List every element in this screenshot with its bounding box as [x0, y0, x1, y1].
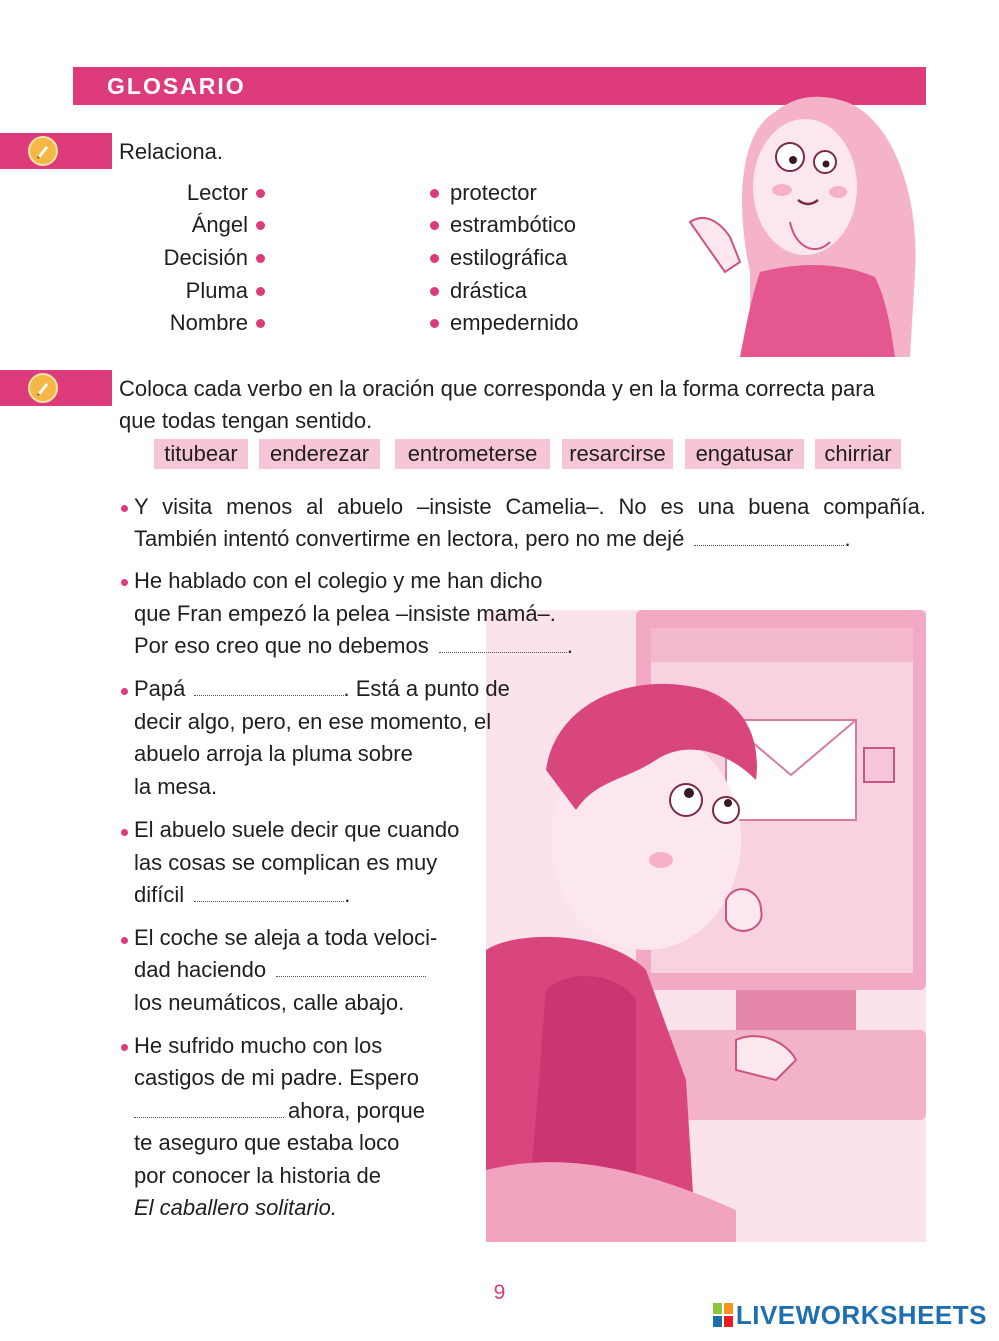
match-left-item: Nombre	[169, 310, 248, 335]
boy-computer-illustration	[486, 610, 926, 1242]
answer-blank[interactable]	[439, 632, 567, 653]
sentence-3-text: Papá	[134, 676, 186, 701]
match-left-item: Lector	[186, 180, 248, 205]
page-number: 9	[493, 1281, 506, 1304]
sentence-6-line-4: te aseguro que estaba loco	[134, 1130, 400, 1155]
bullet	[121, 937, 128, 944]
verb-chip: chirriar	[815, 439, 901, 469]
sentence-4-end: .	[344, 882, 351, 907]
sentence-5-line-3: los neumáticos, calle abajo.	[134, 990, 405, 1015]
pencil-icon	[28, 136, 58, 166]
match-dot-left[interactable]	[256, 287, 265, 296]
bullet	[121, 1044, 128, 1051]
liveworksheets-logo[interactable]	[713, 1300, 987, 1331]
sentence-3-line-2: decir algo, pero, en ese momento, el	[134, 709, 492, 734]
verb-chip: resarcirse	[562, 439, 673, 469]
match-right-item: protector	[450, 180, 537, 205]
exercise-2-instruction: Coloca cada verbo en la oración que corresponda y en la forma correcta para	[119, 376, 875, 401]
sentence-6-line-5: por conocer la historia de	[134, 1163, 382, 1188]
sentence-4-line-3	[134, 879, 350, 912]
match-right-item: drástica	[450, 278, 528, 303]
sentence-3-line-4: la mesa.	[134, 774, 218, 799]
sentence-6-text: ahora, porque	[288, 1098, 425, 1123]
sentence-3-line-3: abuelo arroja la pluma sobre	[134, 741, 413, 766]
sentence-1-text: También intentó convertirme en lectora, pero no me dejé	[134, 526, 685, 551]
exercise-2-instruction: que todas tengan sentido.	[119, 408, 373, 433]
match-dot-left[interactable]	[256, 319, 265, 328]
match-dot-right[interactable]	[430, 221, 439, 230]
match-dot-right[interactable]	[430, 319, 439, 328]
logo-text: LIVEWORKSHEETS	[735, 1300, 987, 1330]
match-dot-right[interactable]	[430, 254, 439, 263]
match-left-item: Decisión	[163, 245, 248, 270]
sentence-2-end: .	[566, 633, 573, 658]
match-right-item: empedernido	[450, 310, 579, 335]
sentence-2-line-2: que Fran empezó la pelea –insiste mamá–.	[134, 601, 556, 626]
sentence-5-line-1: El coche se aleja a toda veloci-	[134, 925, 438, 950]
sentence-6-line-3	[134, 1095, 425, 1128]
match-dot-left[interactable]	[256, 254, 265, 263]
exercise-2-number: 2.	[88, 375, 107, 400]
bullet	[121, 688, 128, 695]
sentence-5-text: dad haciendo	[134, 957, 267, 982]
answer-blank[interactable]	[194, 675, 344, 696]
verb-chip: titubear	[154, 439, 248, 469]
match-dot-right[interactable]	[430, 189, 439, 198]
match-right-item: estrambótico	[450, 212, 576, 237]
verb-chip: engatusar	[685, 439, 804, 469]
answer-blank[interactable]	[134, 1097, 284, 1118]
sentence-2-line-3	[134, 630, 573, 663]
match-dot-left[interactable]	[256, 221, 265, 230]
match-right-item: estilográfica	[450, 245, 568, 270]
answer-blank[interactable]	[694, 525, 844, 546]
section-title: GLOSARIO	[107, 73, 246, 99]
sentence-1-end: .	[844, 526, 851, 551]
sentence-3-text: . Está a punto de	[343, 676, 510, 701]
answer-blank[interactable]	[276, 956, 426, 977]
sentence-5-line-2	[134, 954, 426, 987]
sentence-4-line-1: El abuelo suele decir que cuando	[134, 817, 460, 842]
girl-illustration	[680, 72, 920, 357]
match-dot-left[interactable]	[256, 189, 265, 198]
pencil-icon	[28, 373, 58, 403]
verb-chip: enderezar	[259, 439, 380, 469]
bullet	[121, 505, 128, 512]
sentence-3-line-1	[134, 673, 510, 706]
sentence-4-text: difícil	[134, 882, 185, 907]
sentence-6-line-1: He sufrido mucho con los	[134, 1033, 383, 1058]
liveworksheets-logo-icon	[713, 1303, 733, 1327]
match-left-item: Ángel	[191, 212, 248, 237]
verb-chip: entrometerse	[395, 439, 550, 469]
sentence-1-line-1: Y visita menos al abuelo –insiste Camelia–. No es una buena compañía.	[134, 494, 926, 519]
sentence-2-line-1: He hablado con el colegio y me han dicho	[134, 568, 543, 593]
sentence-2-text: Por eso creo que no debemos	[134, 633, 429, 658]
match-left-item: Pluma	[185, 278, 248, 303]
bullet	[121, 829, 128, 836]
answer-blank[interactable]	[194, 881, 344, 902]
exercise-1-number: 1.	[88, 138, 107, 163]
exercise-1-instruction: Relaciona.	[119, 139, 223, 164]
sentence-6-line-6: El caballero solitario.	[134, 1195, 337, 1220]
match-dot-right[interactable]	[430, 287, 439, 296]
sentence-1-line-2	[134, 523, 926, 556]
sentence-4-line-2: las cosas se complican es muy	[134, 850, 438, 875]
bullet	[121, 579, 128, 586]
sentence-6-line-2: castigos de mi padre. Espero	[134, 1065, 419, 1090]
